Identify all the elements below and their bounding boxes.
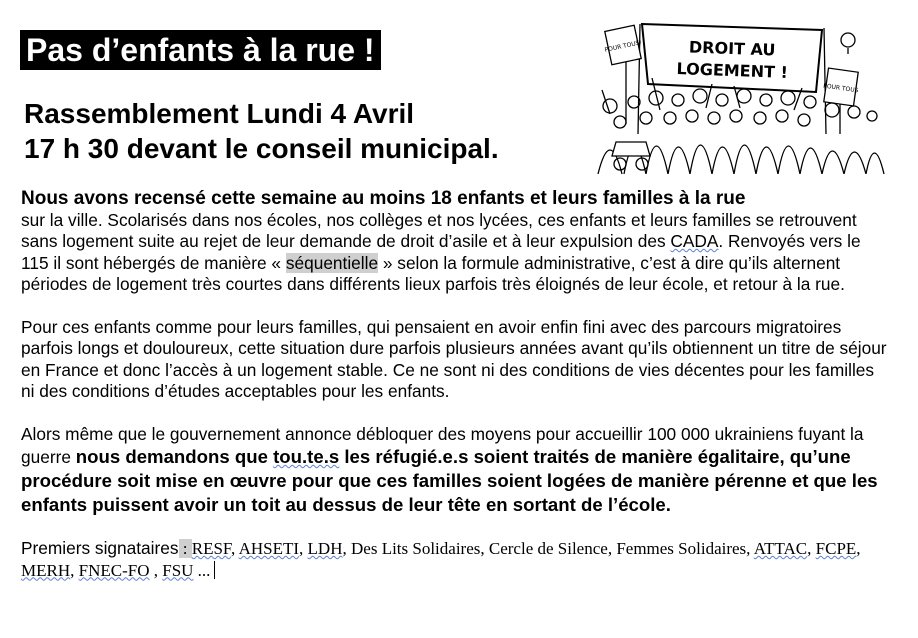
cada-term: CADA xyxy=(670,231,719,251)
paragraph-3 xyxy=(21,424,889,518)
paragraph-3-text: Alors même que le gouvernement annonce débloquer des moyens pour accueillir 100 000 ukrainiens fuyant la guerre xyxy=(21,423,864,467)
paragraph-3-demand-b: les réfugié.e.s soient traités de manière égalitaire, qu’une procédure soit mise en œuvre pour que ces familles soient logées de manière pérenne et que les enfants puissent avoir un toit au dessus de leur tête en sortant de l’école. xyxy=(21,446,878,515)
org-sep: , xyxy=(856,539,861,558)
paragraph-3-demand-mark: tou.te.s xyxy=(273,446,340,467)
paragraph-1-text-b: . Renvoyés vers le 115 il sont hébergés de manière « xyxy=(21,231,861,273)
org-sep: ... xyxy=(193,560,211,580)
page-title: Pas d’enfants à la rue ! xyxy=(20,30,381,70)
signatories-separator: : xyxy=(178,539,192,558)
sign-left-text: POUR TOUS! xyxy=(604,39,643,54)
org-sep: , xyxy=(149,560,163,580)
org-fsu: FSU xyxy=(162,560,194,580)
org-fnec-fo: FNEC-FO xyxy=(78,560,150,580)
sequentielle-term: séquentielle xyxy=(285,252,379,273)
paragraph-1 xyxy=(21,188,889,296)
event-subtitle xyxy=(24,96,499,166)
signatories xyxy=(21,538,889,581)
paragraph-3-demand-a: nous demandons que xyxy=(75,446,274,467)
org-ahseti: AHSETI xyxy=(238,539,300,558)
org-sep: , xyxy=(70,560,79,580)
paragraph-1-lead: Nous avons recensé cette semaine au moins 18 enfants et leurs familles à la rue xyxy=(21,188,746,209)
org-sep: , xyxy=(807,539,816,558)
org-sep: , xyxy=(299,539,308,558)
banner-line2: LOGEMENT ! xyxy=(676,59,789,82)
document-body xyxy=(21,188,889,602)
paragraph-1-text-c: » selon la formule administrative, c’est à dire qu’ils alternent périodes de logement très courtes dans différents lieux parfois très éloignés de leur école, et retour à la rue. xyxy=(21,252,845,294)
org-attac: ATTAC xyxy=(753,539,808,558)
org-resf: RESF xyxy=(191,539,232,558)
org-merh: MERH xyxy=(21,560,71,580)
paragraph-1-text-a: sur la ville. Scolarisés dans nos écoles, nos collèges et nos lycées, ces enfants et leurs familles se retrouvent sans logement suite au rejet de leur demande de droit d’asile et à leur expulsion des xyxy=(21,209,857,251)
org-sep: , xyxy=(231,539,239,558)
event-place-line: 17 h 30 devant le conseil municipal. xyxy=(24,133,499,164)
paragraph-2: Pour ces enfants comme pour leurs familles, qui pensaient en avoir enfin fini avec des parcours migratoires parfois longs et douloureux, cette situation dure parfois plusieurs années avant qu’ils obtiennent un titre de séjour en France et donc l’accès à un logement stable. Ce ne sont ni des conditions de vies décentes pour les familles ni des conditions d’études acceptables pour les enfants. xyxy=(21,316,887,401)
event-date-line: Rassemblement Lundi 4 Avril xyxy=(24,98,415,129)
signatories-label: Premiers signataires xyxy=(21,538,179,558)
banner-line1: DROIT AU xyxy=(688,37,776,60)
org-fcpe: FCPE xyxy=(815,539,857,558)
org-ldh: LDH xyxy=(307,539,343,558)
sign-right-text: POUR TOUS xyxy=(822,82,859,95)
org-sep: , Des Lits Solidaires, Cercle de Silence, Femmes Solidaires, xyxy=(342,539,754,558)
crowd-illustration xyxy=(590,14,890,174)
text-cursor[interactable] xyxy=(214,561,215,579)
